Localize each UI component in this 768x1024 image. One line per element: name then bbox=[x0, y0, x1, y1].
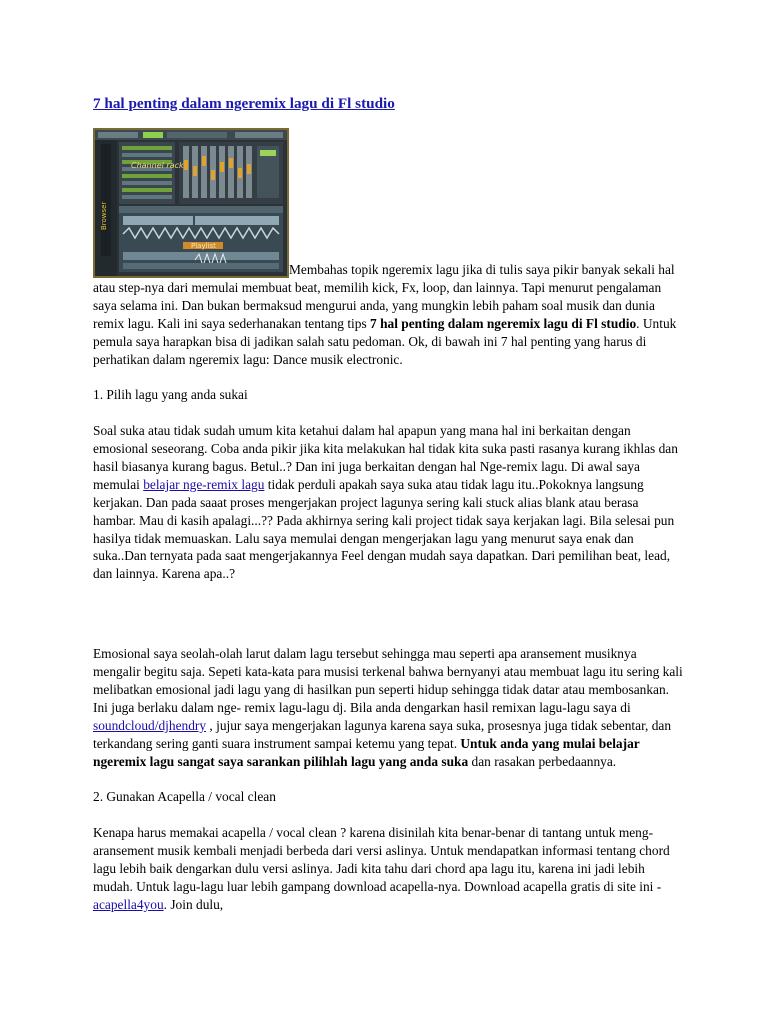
article bbox=[93, 94, 683, 932]
section2-p1-text-a: Kenapa harus memakai acapella / vocal clean ? karena disinilah kita benar-benar di tantang untuk meng-aransement musik kembali menjadi berbeda dari versi aslinya. Untuk mendapatkan informasi tentang chord lagu lebih baik dengarkan dulu versi aslinya. Jadi kita tahu dari chord apa lagu itu, karena ini jadi lebih mudah. Untuk lagu-lagu luar lebih gampang download acapella-nya. Download acapella gratis di site ini - bbox=[93, 825, 670, 894]
section1-heading: 1. Pilih lagu yang anda sukai bbox=[93, 387, 248, 403]
section1-paragraph-2 bbox=[93, 645, 683, 770]
fl-studio-screenshot-image bbox=[93, 128, 289, 278]
section1-p1-text-b: tidak perduli apakah saya suka atau tidak lagu itu..Pokoknya langsung kerjakan. Dan pada saaat proses mengerjakan project lagunya sering kali stuck alias blank atau berasa hambar. Mau di kasih apalagi...?? Pada akhirnya sering kali project tidak saya kerjakan lagi. Bila selesai pun hasilya tidak memuaskan. Lalu saya memulai dengan mengerjakan lagu yang menurut saya enak dan suka..Dan ternyata pada saat mengerjakannya Feel dengan mudah saya dapatkan. Dari pemilihan beat, lead, dan lainnya. Karena apa..? bbox=[93, 476, 675, 582]
intro-paragraph bbox=[93, 128, 683, 368]
spacer bbox=[93, 601, 683, 645]
belajar-nge-remix-link[interactable]: belajar nge-remix lagu bbox=[143, 476, 265, 492]
section1-p1-text-a: Soal suka atau tidak sudah umum kita ketahui dalam hal apapun yang mana hal ini berkaitan dengan emosional seseorang. Coba anda pikir jika kita melakukan hal tidak kita suka pasti rasanya kurang ikhlas dan hasil biasanya kurang bagus. Betul..? Dan ini juga berkaitan dengan hal Nge-remix lagu. Di awal saya memulai bbox=[93, 423, 678, 492]
section1-p2-text-c: dan rasakan perbedaannya. bbox=[468, 753, 617, 769]
intro-text-1: Membahas topik ngeremix lagu jika di tulis saya pikir banyak sekali hal atau step-nya dari memulai membuat beat, memilih kick, Fx, loop, dan lainnya. Tapi menurut pengalaman saya selama ini. Dan bukan bermaksud mengurui anda, yang mungkin lebih paham soal musik dan dunia remix lagu. Kali ini saya sederhanakan tentang tips bbox=[93, 262, 675, 331]
intro-text-2: . Untuk pemula saya harapkan bisa di jadikan salah satu pedoman. Ok, di bawah ini 7 hal penting yang harus di perhatikan dalam ngeremix lagu: Dance musik electronic. bbox=[93, 315, 677, 367]
section2-heading: 2. Gunakan Acapella / vocal clean bbox=[93, 789, 276, 805]
browser-label: Browser bbox=[100, 201, 108, 230]
acapella4you-link[interactable]: acapella4you bbox=[93, 896, 164, 912]
section1-p2-bold: Untuk anda yang mulai belajar ngeremix lagu sangat saya sarankan pilihlah lagu yang anda suka bbox=[93, 735, 640, 769]
section1-paragraph-1 bbox=[93, 422, 683, 583]
section1-p2-text-a: Emosional saya seolah-olah larut dalam lagu tersebut sehingga mau seperti apa aransement musiknya mengalir begitu saja. Sepeti kata-kata para musisi terkenal bahwa bernyanyi atau membuat lagu itu sering kali melibatkan emosional jadi lagu yang di hasilkan pun seperti hidup sehingga tidak datar atau membosankan. Ini juga berlaku dalam nge- remix lagu-lagu dj. Bila anda dengarkan hasil remixan lagu-lagu saya di bbox=[93, 646, 683, 715]
article-title[interactable]: 7 hal penting dalam ngeremix lagu di Fl studio bbox=[93, 95, 395, 112]
section1-p2-text-b: , jujur saya mengerjakan lagunya karena saya suka, prosesnya juga tidak sebentar, dan terkandang sering ganti suara instrument sampai ketemu yang tepat. bbox=[93, 717, 672, 751]
screenshot-caption-text: Channel rack bbox=[131, 161, 184, 170]
playlist-label: Playlist bbox=[191, 242, 216, 250]
intro-bold: 7 hal penting dalam ngeremix lagu di Fl studio bbox=[370, 315, 637, 331]
section2-paragraph-1 bbox=[93, 824, 683, 914]
soundcloud-link[interactable]: soundcloud/djhendry bbox=[93, 717, 207, 733]
section2-p1-text-b: . Join dulu, bbox=[163, 896, 224, 912]
fl-studio-screenshot-icon bbox=[95, 130, 287, 276]
